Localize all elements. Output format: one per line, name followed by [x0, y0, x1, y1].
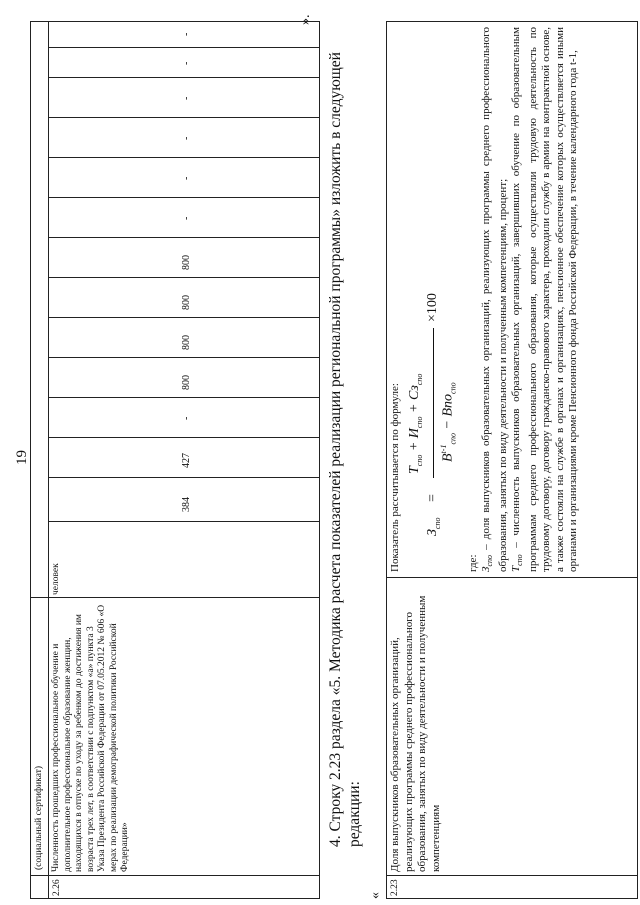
row-number-column — [387, 875, 637, 898]
definition-count — [510, 27, 581, 572]
row-number: 2.26 — [52, 879, 62, 896]
indicator-name: Доля выпускников образовательных организаций, реализующих программы среднего профессионального образования, занятых по виду деятельности и полученным компетенциям — [389, 595, 442, 872]
value-cell: 800 — [181, 255, 192, 270]
col-divider — [48, 521, 319, 522]
col-divider — [48, 117, 319, 118]
value-cell: 800 — [181, 375, 192, 390]
value-cell: 427 — [181, 453, 192, 468]
value-cell: - — [181, 216, 192, 220]
unit-label: человек — [51, 563, 61, 595]
value-cell: - — [181, 96, 192, 100]
formula-num-b-sub: спо — [414, 416, 424, 429]
methodology-body — [389, 27, 581, 572]
formula-lhs — [425, 518, 442, 537]
definition-count-text: – численность выпускников образовательных организаций, завершивших обучение по образовательным программам среднего профессионального образования, которые осуществляли трудовую деятельность по трудовому договору, договору гражданско-правового характера, проходили службу в армии на контрактной основе, а также состояли на службе в органах и организациях, пенсионное обеспечение которых осуществляется иными органами и организациями кроме Пенсионного фонда Российской Федерации, в течение календарного года t-1, — [510, 27, 580, 572]
col-divider — [48, 197, 319, 198]
indicator-table-top — [30, 21, 320, 899]
formula-block — [403, 27, 467, 572]
col-divider — [48, 237, 319, 238]
col-divider — [48, 477, 319, 478]
value-cell: - — [181, 136, 192, 140]
value-cell: - — [181, 61, 192, 65]
col-divider — [48, 277, 319, 278]
formula-lhs-sub: спо — [432, 517, 442, 530]
definition-share — [480, 27, 510, 572]
col-divider — [48, 437, 319, 438]
formula-equals: = — [424, 494, 440, 502]
formula-num-c-sub: спо — [414, 373, 424, 386]
col-divider — [31, 597, 319, 598]
col-divider — [48, 397, 319, 398]
value-cell: - — [181, 416, 192, 420]
col-divider — [48, 317, 319, 318]
formula-num-a: Т — [406, 466, 422, 474]
formula-den-b: Впо — [440, 393, 456, 417]
value-cell: 800 — [181, 335, 192, 350]
def-symbol-z: $З_{спо}$ — [480, 554, 495, 572]
amendment-heading: 4. Строку 2.23 раздела «5. Методика расчета показателей реализации региональной программы» изложить в следующей редакции: — [327, 52, 363, 847]
value-cell: - — [181, 32, 192, 36]
value-cell: 800 — [181, 295, 192, 310]
formula-den-a: В — [440, 453, 456, 462]
indicator-name-column — [387, 577, 637, 876]
where-label: где: — [466, 554, 479, 572]
col-divider — [48, 357, 319, 358]
opening-quote: « — [368, 892, 383, 899]
formula-den-a-sup: t-1 — [438, 444, 448, 454]
row-number-column — [31, 875, 319, 898]
page-number: 19 — [14, 450, 30, 465]
row-number: 2.23 — [390, 879, 400, 896]
indicator-description: Численность прошедших профессиональное обучение и дополнительное профессиональное образование женщин, находящихся в отпуске по уходу за ребенком до достижения им возраста трех лет, в соответствии с подпунктом «а» пункта 3 Указа Президента Российской Федерации от 07.05.2012 № 606 «О мерах по реализации демографической политики Российской Федерации» — [51, 604, 130, 872]
col-divider — [48, 77, 319, 78]
definition-share-text: – доля выпускников образовательных организаций, реализующих программы среднего профессионального образования, занятых по виду деятельности и полученным компетенциям, процент; — [480, 26, 509, 572]
formula-denominator: $В^{t-1}_{спо} - Впо_{спо}$ — [438, 382, 457, 462]
col-divider — [48, 47, 319, 48]
closing-quote: ». — [298, 14, 313, 25]
formula-num-b: И — [406, 428, 422, 439]
formula-lhs-symbol: З — [424, 529, 440, 536]
formula-intro: Показатель рассчитывается по формуле: — [389, 383, 401, 572]
col-divider — [48, 157, 319, 158]
value-cell: 384 — [181, 497, 192, 512]
def-symbol-t: $Т_{спо}$ — [510, 554, 525, 572]
formula-den-b-sub: спо — [447, 382, 457, 394]
formula-num-a-sub: спо — [414, 454, 424, 467]
formula-numerator: $Т_{спо} + И_{спо} + Сз_{спо}$ — [406, 373, 424, 474]
table-header-row — [31, 22, 49, 898]
methodology-table — [386, 21, 638, 899]
fraction-bar — [433, 328, 434, 478]
formula-multiplier: ×100 — [424, 293, 440, 322]
value-cell: - — [181, 176, 192, 180]
formula-den-a-sub: спо — [447, 432, 457, 445]
formula-num-c: Сз — [406, 385, 422, 401]
social-certificate-note: (социальный сертификат) — [34, 765, 44, 870]
